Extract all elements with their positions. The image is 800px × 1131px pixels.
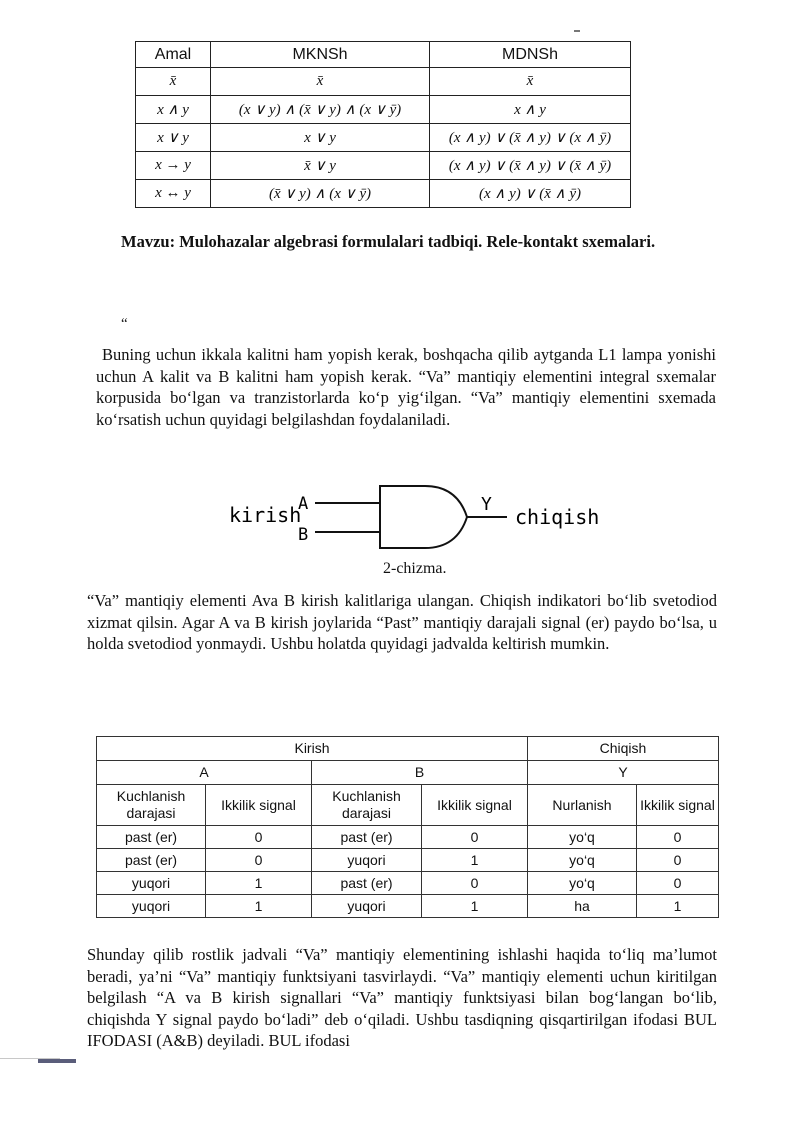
table-cell: x ∨ y [136, 124, 211, 152]
header-b: B [312, 761, 528, 785]
table-cell: (x ∧ y) ∨ (x̄ ∧ ȳ) [430, 180, 631, 208]
quote-mark: “ [121, 316, 128, 332]
paragraph-1: Buning uchun ikkala kalitni ham yopish kerak, boshqacha qilib aytganda L1 lampa yonishi uchun A kalit va B kalitni ham yopish kerak. “Va” mantiqiy elementini integral sxemalar korpusida bo‘lgan va tranzistorlarda ko‘p yig‘ilgan. “Va” mantiqiy elementini sxemada ko‘rsatish uchun quyidagi belgilashdan foydalaniladi. [96, 345, 716, 429]
table-cell: yo‘q [528, 849, 637, 872]
table-cell: 0 [637, 872, 719, 895]
topic-heading: Mavzu: Mulohazalar algebrasi formulalari tadbiqi. Rele-kontakt sxemalari. [121, 232, 656, 251]
truth-table-subheader-row [97, 785, 719, 826]
table-cell: 0 [637, 826, 719, 849]
header-mdnsh: MDNSh [430, 42, 631, 68]
truth-table-header-row [97, 761, 719, 785]
figure-caption: 2-chizma. [383, 560, 447, 577]
table-cell: yuqori [97, 872, 206, 895]
truth-table [96, 736, 719, 918]
table-row [136, 96, 631, 124]
table-cell: 1 [422, 895, 528, 918]
subheader-cell: Ikkilik signal [422, 785, 528, 826]
table-cell: 0 [206, 849, 312, 872]
table-cell: (x ∨ y) ∧ (x̄ ∨ y) ∧ (x ∨ ȳ) [211, 96, 430, 124]
table-cell: yuqori [312, 895, 422, 918]
table-row [97, 826, 719, 849]
table-cell: yuqori [97, 895, 206, 918]
table-row [97, 849, 719, 872]
header-y: Y [528, 761, 719, 785]
gate-output-label: chiqish [515, 505, 600, 529]
table-cell: x̄ [136, 68, 211, 96]
table-cell: yo‘q [528, 826, 637, 849]
gate-input-label: kirish [229, 503, 302, 527]
table-row [136, 68, 631, 96]
table-cell: 0 [206, 826, 312, 849]
table-cell: ha [528, 895, 637, 918]
table-cell: x → y [136, 152, 211, 180]
gate-input-b: B [298, 525, 309, 545]
subheader-cell: Ikkilik signal [637, 785, 719, 826]
table-cell: x ∧ y [430, 96, 631, 124]
table-row [97, 895, 719, 918]
table-cell: 1 [637, 895, 719, 918]
header-chiqish: Chiqish [528, 737, 719, 761]
table-cell: past (er) [97, 826, 206, 849]
table-cell: x ∨ y [211, 124, 430, 152]
and-gate-diagram [225, 484, 605, 556]
table-cell: 0 [422, 826, 528, 849]
header-a: A [97, 761, 312, 785]
and-gate-symbol [380, 486, 467, 548]
footer-bar [38, 1059, 76, 1063]
table-cell: 1 [422, 849, 528, 872]
table-row [136, 180, 631, 208]
paragraph-3: Shunday qilib rostlik jadvali “Va” mantiqiy elementining ishlashi haqida to‘liq ma’lumot beradi, ya’ni “Va” mantiqiy funktsiyani tasvirlaydi. “Va” mantiqiy elementi uchun kiritilgan belgilash “A va B kirish signallari “Va” mantiqiy funktsiyasi bilan bog‘langan bo‘lib, chiqishda Y signal paydo bo‘ladi” deb o‘qiladi. Ushbu tasdiqning qisqartirilgan ifodasi BUL IFODASI (A&B) deyiladi. BUL ifodasi [87, 945, 717, 1050]
table-header-row [136, 42, 631, 68]
table-cell: x ∧ y [136, 96, 211, 124]
table-cell: x̄ [430, 68, 631, 96]
gate-input-a: A [298, 494, 309, 514]
gate-output-y: Y [481, 494, 492, 515]
table-cell: yo‘q [528, 872, 637, 895]
header-amal: Amal [136, 42, 211, 68]
paragraph-2: “Va” mantiqiy elementi Ava B kirish kalitlariga ulangan. Chiqish indikatori bo‘lib svetodiod xizmat qilsin. Agar A va B kirish joylarida “Past” mantiqiy darajali signal (er) paydo bo‘lsa, u holda svetodiod yonmaydi. Ushbu holatda quyidagi jadvalda keltirish mumkin. [87, 591, 717, 653]
table-row [136, 152, 631, 180]
header-kirish: Kirish [97, 737, 528, 761]
table-cell: 1 [206, 872, 312, 895]
header-mknsh: MKNSh [211, 42, 430, 68]
table-cell: (x̄ ∨ y) ∧ (x ∨ ȳ) [211, 180, 430, 208]
table-cell: past (er) [97, 849, 206, 872]
subheader-cell: Kuchlanish darajasi [312, 785, 422, 826]
table-cell: 0 [637, 849, 719, 872]
subheader-cell: Nurlanish [528, 785, 637, 826]
logic-forms-table [135, 41, 631, 208]
truth-table-header-row [97, 737, 719, 761]
table-cell: x̄ [211, 68, 430, 96]
subheader-cell: Kuchlanish darajasi [97, 785, 206, 826]
page-mark [574, 30, 580, 32]
table-cell: past (er) [312, 872, 422, 895]
table-cell: (x ∧ y) ∨ (x̄ ∧ y) ∨ (x ∧ ȳ) [430, 124, 631, 152]
table-cell: 0 [422, 872, 528, 895]
table-row [136, 124, 631, 152]
table-row [97, 872, 719, 895]
table-cell: past (er) [312, 826, 422, 849]
table-cell: yuqori [312, 849, 422, 872]
table-cell: 1 [206, 895, 312, 918]
table-cell: x̄ ∨ y [211, 152, 430, 180]
table-cell: x ↔ y [136, 180, 211, 208]
subheader-cell: Ikkilik signal [206, 785, 312, 826]
table-cell: (x ∧ y) ∨ (x̄ ∧ y) ∨ (x̄ ∧ ȳ) [430, 152, 631, 180]
